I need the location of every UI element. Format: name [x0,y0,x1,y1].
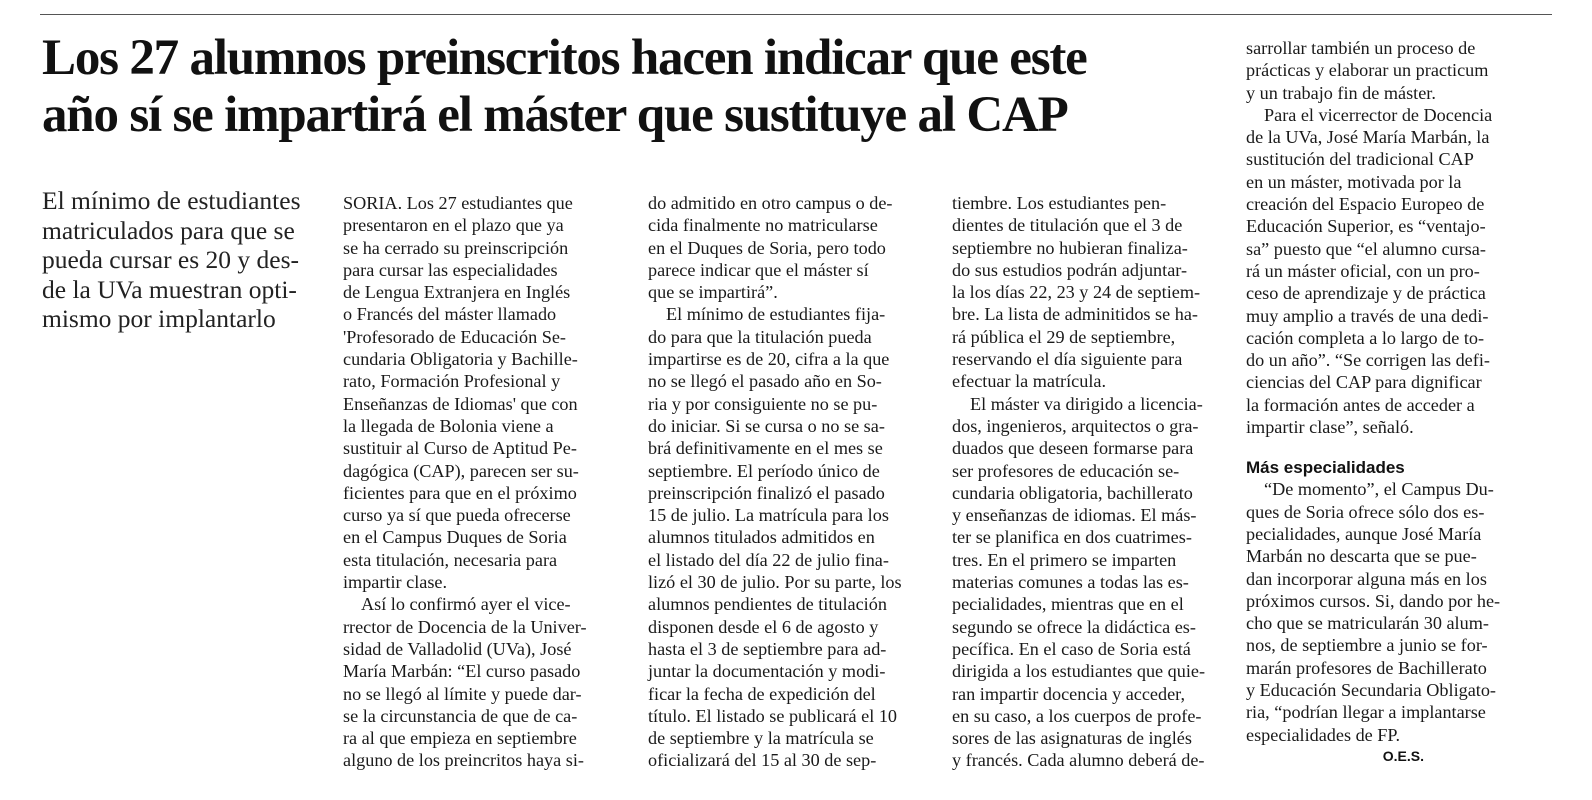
text-line: ter se planifica en dos cuatrimes- [952,527,1192,548]
subheadline-line: pueda cursar es 20 y des- [42,245,300,274]
text-line: do sus estudios podrán adjuntar- [952,259,1188,280]
text-line: efectuar la matrícula. [952,371,1106,392]
text-line: alguno de los preincritos haya si- [343,750,584,771]
text-line: septiembre no hubieran finaliza- [952,237,1188,258]
text-line: dan incorporar alguna más en los [1246,568,1487,589]
paragraph [343,593,633,771]
text-line: segundo se ofrece la didáctica es- [952,616,1196,637]
text-line: brá definitivamente en el mes se [648,438,883,459]
text-line: que se impartirá”. [648,282,778,303]
paragraph [648,303,938,771]
text-line: impartir clase. [343,572,448,593]
text-line: ra al que empieza en septiembre [343,728,577,749]
text-line: dirigida a los estudiantes que quie- [952,661,1206,682]
subheadline-line: matriculados para que se [42,215,295,245]
text-line: rato, Formación Profesional y [343,371,561,392]
text-line: impartirse es de 20, cifra a la que [648,349,890,370]
text-line: ria, “podrían llegar a implantarse [1246,702,1486,723]
paragraph [648,192,938,303]
text-line: María Marbán: “El curso pasado [343,661,581,682]
text-line: título. El listado se publicará el 10 [648,705,898,726]
text-line: alumnos pendientes de titulación [648,594,887,615]
text-line: la llegada de Bolonia viene a [343,415,554,436]
headline [42,30,1222,144]
text-line: septiembre. El período único de [648,460,880,481]
text-line: próximos cursos. Si, dando por he- [1246,590,1501,611]
text-line: y Educación Secundaria Obligato- [1246,680,1496,701]
text-line: Marbán no descarta que se pue- [1246,546,1477,567]
text-line: disponen desde el 6 de agosto y [648,616,879,637]
text-line: El máster va dirigido a licencia- [970,393,1203,414]
text-line: la los días 22, 23 y 24 de septiem- [952,282,1201,303]
text-line: “De momento”, el Campus Du- [1264,479,1494,500]
text-line: Enseñanzas de Idiomas' que con [343,393,578,414]
text-line: ceso de aprendizaje y de práctica [1246,283,1486,304]
paragraph [1246,37,1536,104]
text-line: cida finalmente no matricularse [648,215,878,236]
text-line: pecialidades, mientras que en el [952,594,1184,615]
text-line: ser profesores de educación se- [952,460,1180,481]
text-line: hasta el 3 de septiembre para ad- [648,638,887,659]
text-line: cho que se matricularán 30 alum- [1246,613,1489,634]
text-line: rá un máster oficial, con un pro- [1246,260,1480,281]
text-line: de Lengua Extranjera en Inglés [343,282,571,303]
text-line: rá pública el 29 de septiembre, [952,326,1176,347]
text-line: ciencias del CAP para dignificar [1246,372,1482,393]
text-line: tres. En el primero se imparten [952,549,1177,570]
text-line: el listado del día 22 de julio fina- [648,549,889,570]
crosshead: Más especialidades [1246,458,1405,478]
text-line: creación del Espacio Europeo de [1246,194,1485,215]
paragraph [1246,104,1536,438]
body-column-4 [1246,37,1536,766]
text-line: sa” puesto que “el alumno cursa- [1246,238,1486,259]
text-line: ria y por consiguiente no se pu- [648,393,878,414]
text-line: marán profesores de Bachillerato [1246,657,1487,678]
text-line: bre. La lista de adminitidos se ha- [952,304,1198,325]
text-line: impartir clase”, señaló. [1246,417,1414,438]
author-signature: O.E.S. [1382,747,1424,764]
text-line: muy amplio a través de una dedi- [1246,305,1489,326]
text-line: El mínimo de estudiantes fija- [666,304,886,325]
paragraph [952,393,1242,772]
text-line: curso ya sí que pueda ofrecerse [343,505,571,526]
text-line: tiembre. Los estudiantes pen- [952,193,1167,213]
text-line: Así lo confirmó ayer el vice- [361,594,571,615]
text-line: en el Campus Duques de Soria [343,527,567,548]
text-line: cundaria Obligatoria y Bachille- [343,349,578,370]
headline-line: año sí se impartirá el máster que sustituye al CAP [42,87,1068,143]
text-line: en el Duques de Soria, pero todo [648,237,886,258]
text-line: nos, de septiembre a junio se for- [1246,635,1488,656]
text-line: juntar la documentación y modi- [648,661,886,682]
headline-line: Los 27 alumnos preinscritos hacen indicar que este [42,30,1087,86]
text-line: Educación Superior, es “ventajo- [1246,216,1486,237]
text-line: sidad de Valladolid (UVa), José [343,638,572,659]
text-line: do un año”. “Se corrigen las defi- [1246,350,1490,371]
text-line: cación completa a lo largo de to- [1246,327,1485,348]
top-rule [40,14,1552,15]
text-line: ques de Soria ofrece sólo dos es- [1246,501,1485,522]
body-column-2 [648,192,938,772]
text-line: sustitución del tradicional CAP [1246,149,1474,170]
text-line: pecialidades, aunque José María [1246,523,1482,544]
text-line: y enseñanzas de idiomas. El más- [952,505,1197,526]
text-line: rrector de Docencia de la Univer- [343,616,587,637]
text-line: oficializará del 15 al 30 de sep- [648,750,877,771]
paragraph [343,192,633,593]
text-line: esta titulación, necesaria para [343,549,558,570]
text-line: para cursar las especialidades [343,259,558,280]
text-line: no se llegó el pasado año en So- [648,371,882,392]
text-line: y francés. Cada alumno deberá de- [952,750,1205,771]
text-line: especialidades de FP. [1246,724,1401,745]
text-line: no se llegó al límite y puede dar- [343,683,582,704]
text-line: y un trabajo fin de máster. [1246,82,1436,103]
text-line: la formación antes de acceder a [1246,394,1475,415]
text-line: de la UVa, José María Marbán, la [1246,127,1490,148]
text-line: ficientes para que en el próximo [343,482,577,503]
text-line: dagógica (CAP), parecen ser su- [343,460,579,481]
text-line: de septiembre y la matrícula se [648,728,874,749]
text-line: lizó el 30 de julio. Por su parte, los [648,572,902,593]
paragraph [1246,478,1536,746]
text-line: pecífica. En el caso de Soria está [952,638,1191,659]
text-line: sarrollar también un proceso de [1246,38,1476,58]
text-line: ran impartir docencia y acceder, [952,683,1186,704]
text-line: 15 de julio. La matrícula para los [648,505,889,526]
text-line: dientes de titulación que el 3 de [952,215,1183,236]
subheadline-line: de la UVa muestran opti- [42,274,297,304]
text-line: cundaria obligatoria, bachillerato [952,482,1193,503]
text-line: en un máster, motivada por la [1246,171,1462,192]
text-line: se ha cerrado su preinscripción [343,237,569,258]
text-line: preinscripción finalizó el pasado [648,482,885,503]
text-line: duados que deseen formarse para [952,438,1194,459]
text-line: se la circunstancia de que de ca- [343,705,578,726]
text-line: do admitido en otro campus o de- [648,193,893,213]
text-line: 'Profesorado de Educación Se- [343,326,566,347]
text-line: SORIA. Los 27 estudiantes que [343,193,573,213]
text-line: o Francés del máster llamado [343,304,557,325]
text-line: sores de las asignaturas de inglés [952,728,1192,749]
text-line: dos, ingenieros, arquitectos o gra- [952,415,1199,436]
subheadline [42,186,322,334]
text-line: ficar la fecha de expedición del [648,683,876,704]
text-line: presentaron en el plazo que ya [343,215,564,236]
body-column-3 [952,192,1242,772]
paragraph [952,192,1242,393]
text-line: do iniciar. Si se cursa o no se sa- [648,415,885,436]
body-column-1 [343,192,633,772]
text-line: parece indicar que el máster sí [648,259,869,280]
text-line: alumnos titulados admitidos en [648,527,875,548]
text-line: prácticas y elaborar un practicum [1246,60,1489,81]
text-line: Para el vicerrector de Docencia [1264,104,1493,125]
text-line: sustituir al Curso de Aptitud Pe- [343,438,577,459]
text-line: en su caso, a los cuerpos de profe- [952,705,1202,726]
subheadline-line: El mínimo de estudiantes [42,186,301,215]
text-line: materias comunes a todas las es- [952,572,1189,593]
text-line: do para que la titulación pueda [648,326,872,347]
text-line: reservando el día siguiente para [952,349,1183,370]
subheadline-line: mismo por implantarlo [42,304,276,333]
